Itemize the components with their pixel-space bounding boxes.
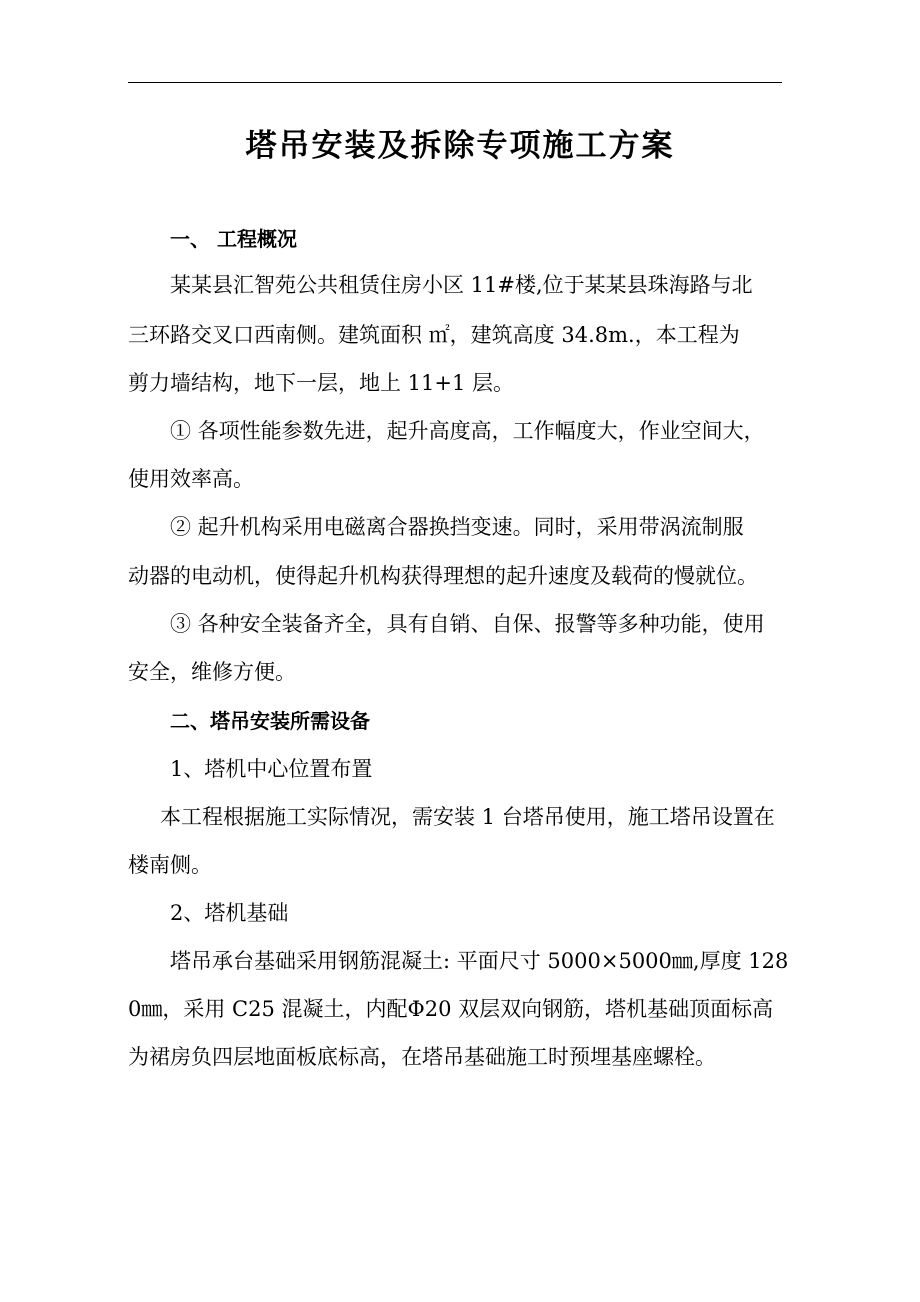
feature-line: 安全，维修方便。: [128, 660, 296, 684]
feature-line: ① 各项性能参数先进，起升高度高，工作幅度大，作业空间大，: [170, 419, 765, 443]
paragraph-line: 为裙房负四层地面板底标高，在塔吊基础施工时预埋基座螺栓。: [128, 1045, 716, 1069]
subsection-title: 1、塔机中心位置布置: [170, 757, 373, 781]
feature-line: ② 起升机构采用电磁离合器换挡变速。同时，采用带涡流制服: [170, 515, 744, 539]
document-title: 塔吊安装及拆除专项施工方案: [245, 128, 675, 164]
paragraph-line: 塔吊承台基础采用钢筋混凝土: 平面尺寸 5000×5000㎜,厚度 128: [170, 949, 789, 973]
section-heading-equipment: 二、塔吊安装所需设备: [170, 709, 370, 733]
overview-line: 三环路交叉口西南侧。建筑面积 ㎡，建筑高度 34.8m.，本工程为: [128, 323, 740, 347]
paragraph-line: 0㎜，采用 C25 混凝土，内配Φ20 双层双向钢筋，塔机基础顶面标高: [128, 997, 774, 1021]
overview-line: 某某县汇智苑公共租赁住房小区 11#楼,位于某某县珠海路与北: [170, 273, 753, 297]
header-rule: [128, 82, 782, 83]
feature-line: ③ 各种安全装备齐全，具有自销、自保、报警等多种功能，使用: [170, 612, 765, 636]
feature-line: 动器的电动机，使得起升机构获得理想的起升速度及载荷的慢就位。: [128, 564, 758, 588]
section-heading-overview: 一、 工程概况: [170, 227, 297, 251]
paragraph-line: 本工程根据施工实际情况，需安装 1 台塔吊使用，施工塔吊设置在: [160, 805, 775, 829]
overview-line: 剪力墙结构，地下一层，地上 11+1 层。: [128, 371, 515, 395]
subsection-title: 2、塔机基础: [170, 901, 289, 925]
paragraph-line: 楼南侧。: [128, 853, 212, 877]
feature-line: 使用效率高。: [128, 467, 254, 491]
